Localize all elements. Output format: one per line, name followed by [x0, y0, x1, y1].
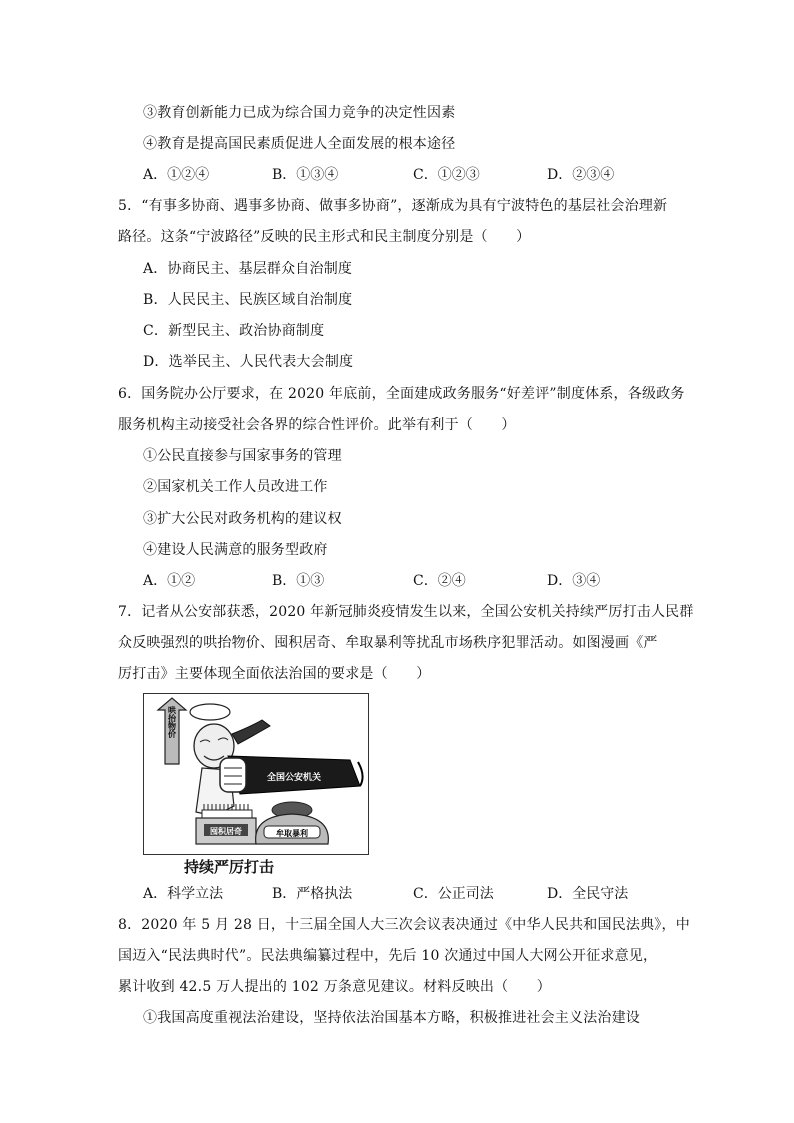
q4-statement-4: ④教育是提高国民素质促进人全面发展的根本途径 — [143, 136, 456, 152]
q8-stem-line3: 累计收到 42.5 万人提出的 102 万条意见建议。材料反映出（ ） — [118, 979, 551, 995]
q7-stem-line1: 7．记者从公安部获悉，2020 年新冠肺炎疫情发生以来，全国公安机关持续严厉打击人民群 — [118, 604, 694, 620]
q7-option-d: D．全民守法 — [547, 886, 629, 902]
q4-option-d: D．②③④ — [547, 167, 615, 183]
q6-option-a: A．①② — [143, 573, 196, 589]
q7-stem-line3: 厉打击》主要体现全面依法治国的要求是（ ） — [118, 666, 431, 682]
arrow-label: 哄抬物价 — [167, 706, 177, 738]
q5-option-a: A．协商民主、基层群众自治制度 — [143, 261, 353, 277]
q8-stem-line2: 国迈入“民法典时代”。民法典编纂过程中，先后 10 次通过中国人大网公开征求意见， — [118, 948, 658, 964]
q6-statement-4: ④建设人民满意的服务型政府 — [143, 542, 328, 558]
fist-label: 全国公安机关 — [266, 773, 322, 783]
q8-statement-1: ①我国高度重视法治建设，坚持依法治国基本方略，积极推进社会主义法治建设 — [143, 1010, 640, 1026]
q4-statement-3: ③教育创新能力已成为综合国力竞争的决定性因素 — [143, 105, 456, 121]
q6-stem-line2: 服务机构主动接受社会各界的综合性评价。此举有利于（ ） — [118, 417, 516, 433]
q6-statement-1: ①公民直接参与国家事务的管理 — [143, 448, 342, 464]
q5-option-c: C．新型民主、政治协商制度 — [143, 323, 325, 339]
bag-label: 牟取暴利 — [276, 829, 308, 838]
character-arm — [232, 720, 270, 744]
q6-stem-line1: 6．国务院办公厅要求，在 2020 年底前，全面建成政务服务“好差评”制度体系，各级政务 — [118, 386, 685, 402]
q4-option-c: C．①②③ — [413, 167, 480, 183]
q5-stem-line2: 路径。这条“宁波路径”反映的民主形式和民主制度分别是（ ） — [118, 229, 531, 245]
q6-option-b: B．①③ — [272, 573, 325, 589]
q4-option-b: B．①③④ — [272, 167, 339, 183]
q4-option-a: A．①②④ — [143, 167, 210, 183]
q6-option-d: D．③④ — [547, 573, 601, 589]
q5-stem-line1: 5．“有事多协商、遇事多协商、做事多协商”，逐渐成为具有宁波特色的基层社会治理新 — [118, 198, 668, 214]
cartoon-illustration — [144, 694, 368, 854]
q7-option-a: A．科学立法 — [143, 886, 224, 902]
cap-shape — [190, 704, 230, 720]
figure-caption: 持续严厉打击 — [184, 858, 275, 876]
q7-stem-line2: 众反映强烈的哄抬物价、囤积居奇、牟取暴利等扰乱市场秩序犯罪活动。如图漫画《严 — [118, 635, 658, 651]
q8-stem-line1: 8．2020 年 5 月 28 日，十三届全国人大三次会议表决通过《中华人民共和国民法典》，中 — [118, 917, 690, 933]
q5-option-d: D．选举民主、人民代表大会制度 — [143, 354, 354, 370]
cartoon-figure — [143, 693, 369, 855]
q7-option-b: B．严格执法 — [272, 886, 353, 902]
q6-statement-3: ③扩大公民对政务机构的建议权 — [143, 511, 342, 527]
q6-statement-2: ②国家机关工作人员改进工作 — [143, 479, 328, 495]
box-label: 囤积居奇 — [210, 827, 242, 836]
fist-icon — [220, 758, 246, 792]
q6-option-c: C．②④ — [413, 573, 466, 589]
q5-option-b: B．人民民主、民族区域自治制度 — [143, 292, 353, 308]
q7-option-c: C．公正司法 — [413, 886, 494, 902]
